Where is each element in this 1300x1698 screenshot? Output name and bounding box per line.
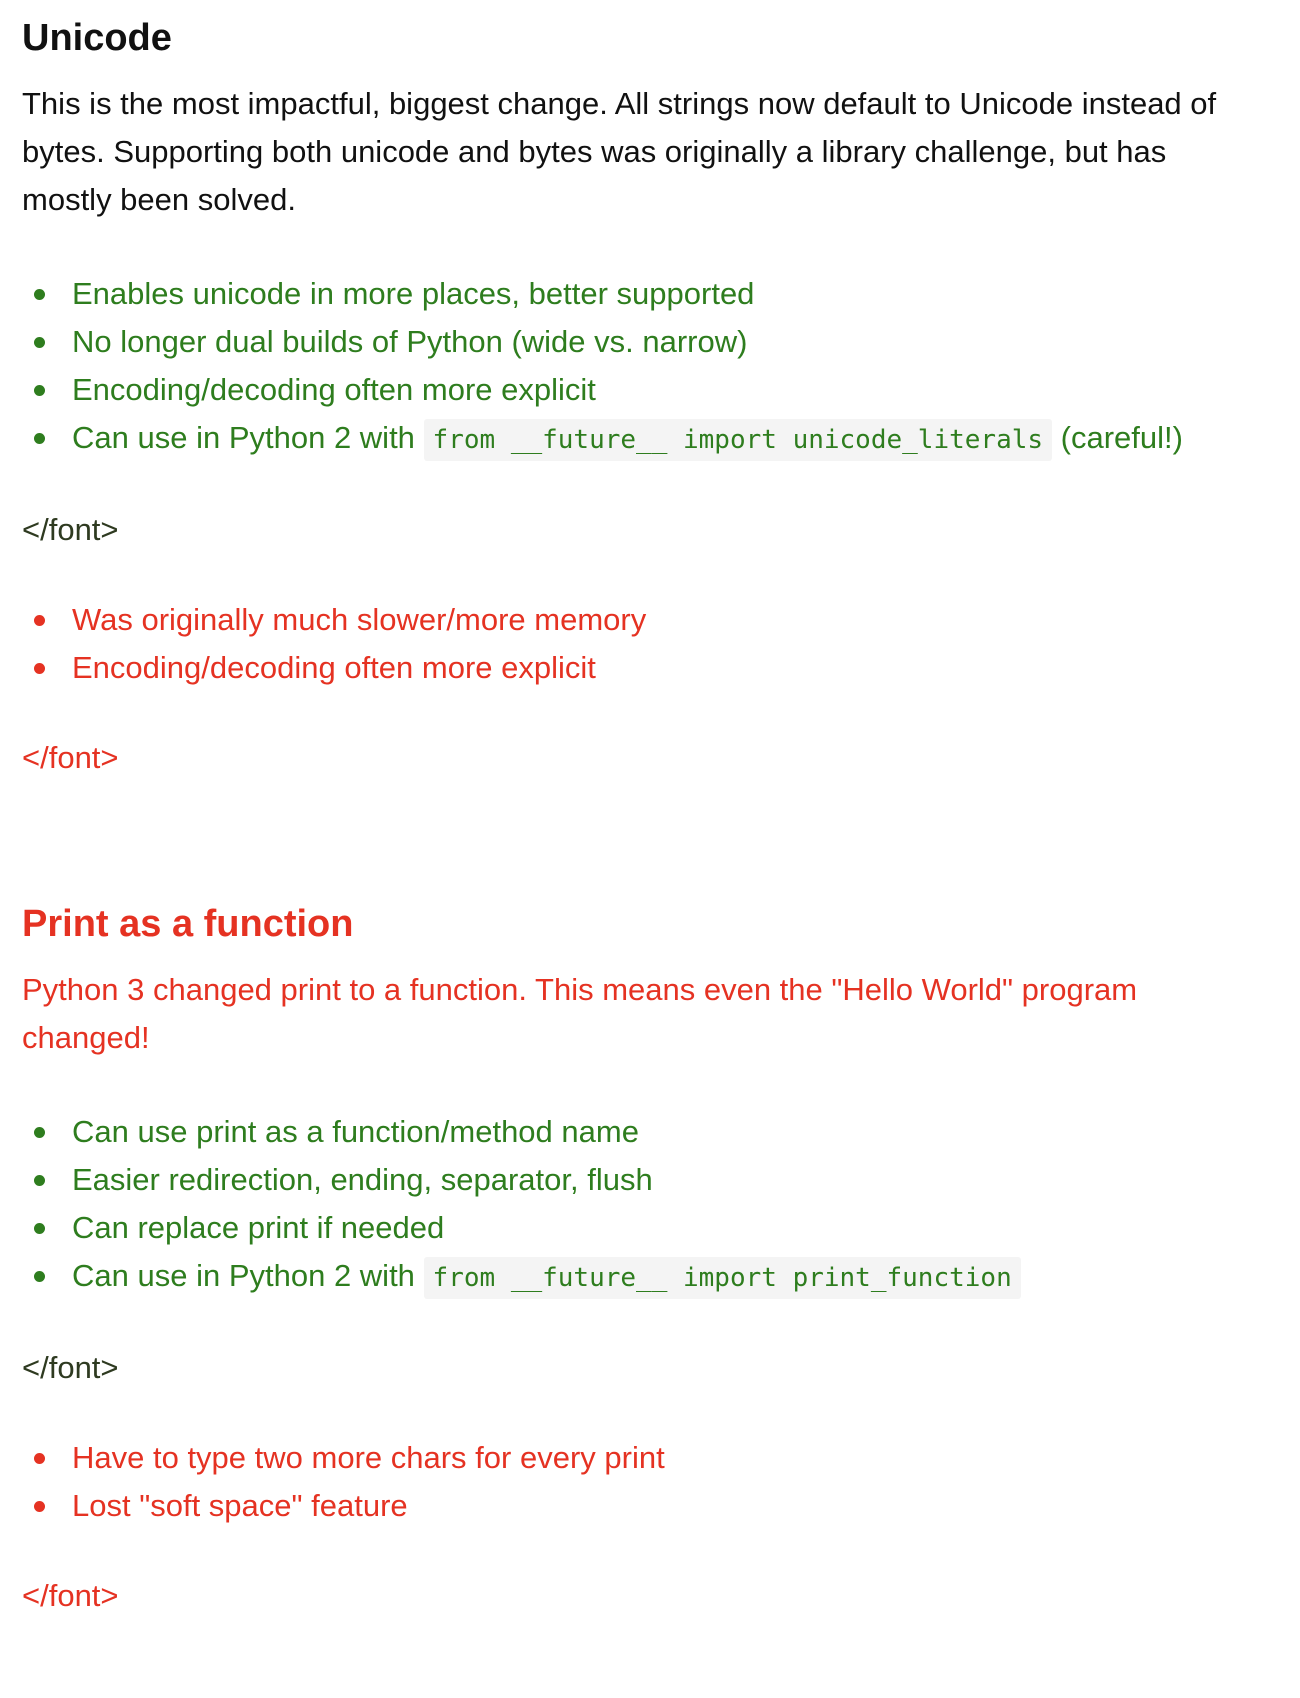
list-item <box>22 414 1300 464</box>
bullet-icon <box>34 1127 45 1138</box>
bullet-icon <box>34 1501 45 1512</box>
list-item <box>22 270 1300 318</box>
list-item <box>22 1434 1300 1482</box>
pros-list <box>22 1108 1300 1302</box>
list-item <box>22 644 1300 692</box>
list-item-text: Can use in Python 2 with <box>72 1258 424 1293</box>
unicode-section <box>22 0 1300 782</box>
list-item <box>22 596 1300 644</box>
list-item-text: Can use in Python 2 with <box>72 420 424 455</box>
bullet-icon <box>34 337 45 348</box>
list-item <box>22 1156 1300 1204</box>
raw-font-close-tag: </font> <box>22 1578 119 1613</box>
bullet-icon <box>34 385 45 396</box>
print-section <box>22 900 1300 1620</box>
raw-font-close-tag: </font> <box>22 740 119 775</box>
list-item-text: Encoding/decoding often more explicit <box>72 372 596 407</box>
list-item-suffix: (careful!) <box>1052 420 1183 455</box>
section-intro: This is the most impactful, biggest change. All strings now default to Unicode instead of bytes. Supporting both unicode and bytes was originally a library challenge, but has mostly been solved. <box>22 86 1217 217</box>
list-item-text: Easier redirection, ending, separator, flush <box>72 1162 653 1197</box>
list-item-text: Lost "soft space" feature <box>72 1488 408 1523</box>
raw-font-close-tag: </font> <box>22 1350 119 1385</box>
section-title: Unicode <box>22 17 172 59</box>
pros-list <box>22 270 1300 464</box>
list-item <box>22 1482 1300 1530</box>
bullet-icon <box>34 289 45 300</box>
list-item <box>22 1108 1300 1156</box>
raw-font-close-tag: </font> <box>22 512 119 547</box>
bullet-icon <box>34 1271 45 1282</box>
list-item-text: Have to type two more chars for every print <box>72 1440 665 1475</box>
list-item-text: No longer dual builds of Python (wide vs. narrow) <box>72 324 748 359</box>
list-item-text: Encoding/decoding often more explicit <box>72 650 596 685</box>
bullet-icon <box>34 1453 45 1464</box>
list-item-text: Can use print as a function/method name <box>72 1114 639 1149</box>
code-snippet: from __future__ import unicode_literals <box>424 419 1052 461</box>
list-item <box>22 366 1300 414</box>
cons-list <box>22 1434 1300 1530</box>
bullet-icon <box>34 433 45 444</box>
list-item-text: Was originally much slower/more memory <box>72 602 647 637</box>
list-item <box>22 1204 1300 1252</box>
section-title: Print as a function <box>22 903 354 945</box>
list-item-text: Enables unicode in more places, better supported <box>72 276 755 311</box>
list-item-text: Can replace print if needed <box>72 1210 445 1245</box>
cons-list <box>22 596 1300 692</box>
bullet-icon <box>34 1175 45 1186</box>
list-item <box>22 1252 1300 1302</box>
bullet-icon <box>34 663 45 674</box>
list-item <box>22 318 1300 366</box>
section-intro: Python 3 changed print to a function. This means even the "Hello World" program changed! <box>22 972 1138 1055</box>
bullet-icon <box>34 1223 45 1234</box>
code-snippet: from __future__ import print_function <box>424 1257 1021 1299</box>
bullet-icon <box>34 615 45 626</box>
